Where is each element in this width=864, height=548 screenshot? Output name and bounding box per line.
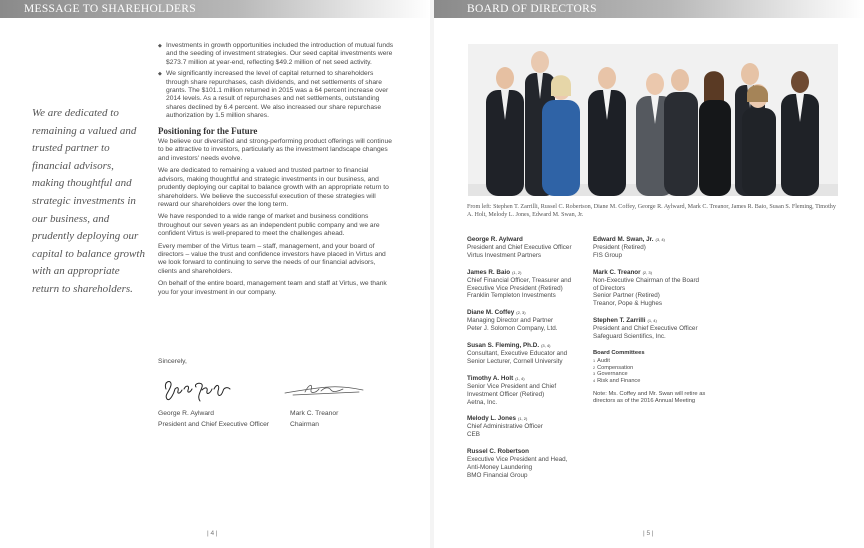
director-entry: Russel C. Robertson Executive Vice President and Head, Anti-Money Laundering BMO Financial Group xyxy=(467,448,591,480)
left-page-header-bar xyxy=(0,0,430,18)
committees-title: Board Committees xyxy=(593,349,645,356)
closing-text: Sincerely, xyxy=(158,358,187,365)
director-entry: Melody L. Jones $^{(1, 2)}$ Chief Administrative Officer CEB xyxy=(467,415,591,439)
directors-column-left xyxy=(467,236,591,489)
signer-title: President and Chief Executive Officer xyxy=(158,421,270,428)
letter-bullet: ◆ We significantly increased the level of capital returned to shareholders through share repurchases, cash dividends, and net settlements of share grants. The $101.1 million returned in 2015 was a 64 percent increase over 2014 levels. As a result of repurchases and net settlements, outstanding shares declined by 6.4 percent. We also increased our share repurchase authorization by 1.5 million shares. xyxy=(158,70,394,120)
committee-item: $^4$ Risk and Finance xyxy=(593,378,641,385)
director-name: Edward M. Swan, Jr. $^{(3, 4)}$ xyxy=(593,236,665,243)
photo-caption: From left: Stephen T. Zarrilli, Russel C. Robertson, Diane M. Coffey, George R. Aylward, Mark C. Treanor, James R. Baio, Susan S. Fleming, Timothy A. Holt, Melody L. Jones, Edward M. Swan, Jr. xyxy=(467,204,836,218)
board-committees xyxy=(593,350,713,406)
board-group-photo xyxy=(468,44,838,196)
director-name: Melody L. Jones $^{(1, 2)}$ xyxy=(467,415,528,423)
signer-aylward xyxy=(158,408,269,430)
right-page-header-title: BOARD OF DIRECTORS xyxy=(467,3,597,15)
committee-item: $^2$ Compensation xyxy=(593,364,634,371)
director-entry: Edward M. Swan, Jr. $^{(3, 4)}$ President (Retired) FIS Group xyxy=(593,236,713,260)
director-entry: Susan S. Fleming, Ph.D. $^{(3, 4)}$ Consultant, Executive Educator and Senior Lecturer, Cornell University xyxy=(467,342,591,366)
letter-body xyxy=(158,42,394,301)
signer-treanor xyxy=(290,408,338,430)
director-name: George R. Aylward xyxy=(467,236,523,243)
director-entry: James R. Baio $^{(1, 2)}$ Chief Financial Officer, Treasurer and Executive Vice President (Retired) Franklin Templeton Investments xyxy=(467,269,591,301)
director-entry: Timothy A. Holt $^{(1, 4)}$ Senior Vice President and Chief Investment Officer (Retired) Aetna, Inc. xyxy=(467,375,591,407)
right-page-header-bar xyxy=(434,0,864,18)
committee-item: $^3$ Governance xyxy=(593,371,628,378)
left-page-header-title: MESSAGE TO SHAREHOLDERS xyxy=(24,3,196,15)
director-name: Diane M. Coffey $^{(2, 3)}$ xyxy=(467,309,526,317)
signature-aylward-icon xyxy=(160,375,236,405)
director-entry: Stephen T. Zarrilli $^{(1, 4)}$ President and Chief Executive Officer Safeguard Scientifics, Inc. xyxy=(593,317,713,341)
page-number-left: | 4 | xyxy=(207,530,218,537)
signer-name: George R. Aylward xyxy=(158,410,215,417)
committee-item: $^1$ Audit xyxy=(593,357,610,364)
page-gutter xyxy=(430,0,434,548)
signer-title: Chairman xyxy=(290,421,319,428)
letter-bullet: ◆ Investments in growth opportunities included the introduction of mutual funds and the seeding of investment strategies. Our seed capital investments were $273.7 million at year-end, reflecting $49.2 million of net seed activity. xyxy=(158,42,394,67)
director-name: Susan S. Fleming, Ph.D. $^{(3, 4)}$ xyxy=(467,342,551,350)
director-entry: George R. Aylward President and Chief Executive Officer Virtus Investment Partners xyxy=(467,236,591,260)
director-name: Timothy A. Holt $^{(1, 4)}$ xyxy=(467,374,525,382)
letter-paragraph: We are dedicated to remaining a valued and trusted partner to financial advisors, making thoughtful and strategic investments in our business, and prudently deploying our capital to balance growth with an appropriate return to shareholders. We believe the successful execution of these strategies will reward our shareholders over the long term. xyxy=(158,167,389,208)
letter-paragraph: We have responded to a wide range of market and business conditions throughout our seven years as an independent public company and we are confident Virtus is well-prepared to meet the challenges ahead. xyxy=(158,213,380,238)
director-name: James R. Baio $^{(1, 2)}$ xyxy=(467,268,522,276)
letter-paragraph: Every member of the Virtus team – staff, management, and your board of directors – value the trust and confidence investors have placed in Virtus and we look forward to continuing to serve the needs of our financial advisors, clients and shareholders. xyxy=(158,242,386,275)
letter-paragraph: We believe our diversified and strong-performing product offerings will continue to be attractive to investors, particularly as the investment landscape changes and investors' needs evolve. xyxy=(158,138,392,162)
director-entry: Diane M. Coffey $^{(2, 3)}$ Managing Director and Partner Peter J. Solomon Company, Ltd. xyxy=(467,309,591,333)
director-name: Russel C. Robertson xyxy=(467,448,529,456)
signer-name: Mark C. Treanor xyxy=(290,410,339,417)
directors-column-right xyxy=(593,236,713,405)
letter-paragraph: On behalf of the entire board, management team and staff at Virtus, we thank you for your investment in our company. xyxy=(158,280,387,296)
director-name: Stephen T. Zarrilli $^{(1, 4)}$ xyxy=(593,317,657,325)
retirement-note: Note: Ms. Coffey and Mr. Swan will retire as directors as of the 2016 Annual Meeting xyxy=(593,391,706,405)
section-heading: Positioning for the Future xyxy=(158,125,258,136)
pull-quote: We are dedicated to remaining a valued and trusted partner to financial advisors, making thoughtful and strategic investments in our business, and prudently deploying our capital to balance growth with an appropriate return to shareholders. xyxy=(32,107,145,295)
director-name: Mark C. Treanor $^{(2, 3)}$ xyxy=(593,268,652,276)
signature-treanor-icon xyxy=(283,379,365,399)
page-number-right: | 5 | xyxy=(643,530,654,537)
director-entry: Mark C. Treanor $^{(2, 3)}$ Non-Executive Chairman of the Board of Directors Senior Partner (Retired) Treanor, Pope & Hughes xyxy=(593,269,713,309)
